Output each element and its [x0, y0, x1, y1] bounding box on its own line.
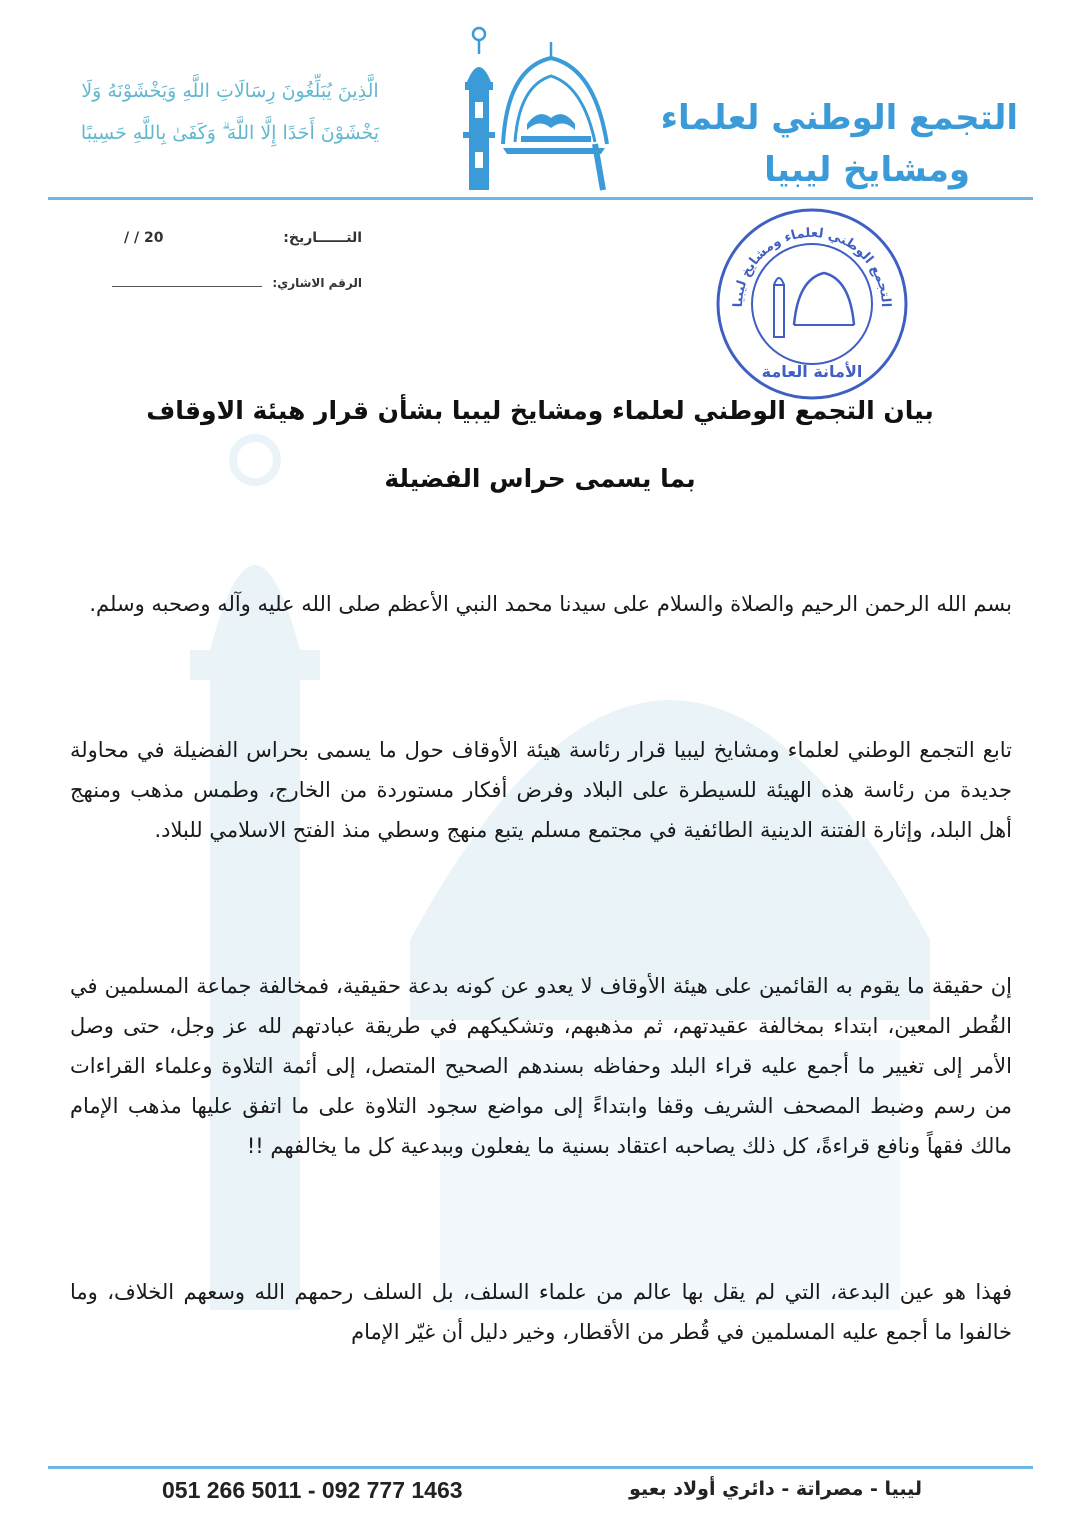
verse-line1: الَّذِينَ يُبَلِّغُونَ رِسَالَاتِ اللَّهِ وَيَخْشَوْنَهُ وَلَا [81, 80, 379, 102]
footer-address: ليبيا - مصراتة - دائري أولاد بعيو [629, 1478, 922, 1500]
official-stamp [712, 207, 912, 402]
mosque-watermark [110, 420, 970, 1320]
date-label: التــــــاريخ: [283, 230, 362, 246]
date-value: / / 20 [124, 230, 164, 246]
paragraph-basmala: بسم الله الرحمن الرحيم والصلاة والسلام على سيدنا محمد النبي الأعظم صلى الله عليه وآله وصحبه وسلم. [89, 592, 1012, 616]
date-field [112, 228, 372, 252]
org-name-line2: ومشايخ ليبيا [764, 150, 970, 190]
statement-title-line2: بما يسمى حراس الفضيلة [384, 464, 696, 493]
footer-phone: 051 266 5011 - 092 777 1463 [162, 1477, 463, 1503]
reference-field [112, 272, 372, 296]
mosque-logo [455, 24, 625, 194]
statement-title-line1: بيان التجمع الوطني لعلماء ومشايخ ليبيا بشأن قرار هيئة الاوقاف [146, 396, 934, 425]
org-name-line1: التجمع الوطني لعلماء [660, 98, 1018, 138]
stamp-center-text: الأمانة العامة [761, 362, 863, 381]
paragraph-decision: تابع التجمع الوطني لعلماء ومشايخ ليبيا قرار رئاسة هيئة الأوقاف حول ما يسمى بحراس الفضيلة في محاولة جديدة من رئاسة هذه الهيئة للسيطرة على البلاد وفرض أفكار مستوردة من الخارج، وطمس مذهب ومنهج أهل البلد، وإثارة الفتنة الدينية الطائفية في مجتمع مسلم يتبع منهج وسطي منذ الفتح الاسلامي للبلاد. [70, 738, 1012, 842]
reference-blank-line [112, 286, 262, 287]
stamp-ring-text: التجمع الوطني لعلماء ومشايخ ليبيا [730, 225, 894, 308]
quran-verse [70, 70, 390, 154]
organization-name [660, 92, 1018, 196]
reference-label: الرقم الاشاري: [272, 276, 362, 290]
stamp-emblem-icon [774, 273, 854, 337]
verse-line2: يَخْشَوْنَ أَحَدًا إِلَّا اللَّهَ ۗ وَكَفَىٰ بِاللَّهِ حَسِيبًا [80, 122, 380, 144]
paragraph-innovation: إن حقيقة ما يقوم به القائمين على هيئة الأوقاف لا يعدو عن كونه بدعة حقيقية، فمخالفة جماعة المسلمين في القُطر المعين، ابتداء بمخالفة عقيدتهم، ثم مذهبهم، وتشكيكهم في طريقة عبادتهم لله عز وجل، حتى وصل الأمر إلى تغيير ما أجمع عليه قراء البلد وحفاظه بسندهم الصحيح المتصل، إلى أئمة التلاوة وعلماء القراءات من رسم وضبط المصحف الشريف وقفا وابتداءً إلى مواضع سجود التلاوة على ما اتفق عليها مذهب الإمام مالك فقهاً ونافع قراءةً، كل ذلك يصاحبه اعتقاد بسنية ما يفعلون وببدعية كل ما يخالفهم !! [70, 974, 1012, 1158]
header-divider [48, 197, 1033, 200]
paragraph-salaf: فهذا هو عين البدعة، التي لم يقل بها عالم من علماء السلف، بل السلف رحمهم الله وسعهم الخلاف، وما خالفوا ما أجمع عليه المسلمين في قُطر من الأقطار، وخير دليل أن غيّر الإمام [70, 1280, 1012, 1344]
footer-divider [48, 1466, 1033, 1469]
